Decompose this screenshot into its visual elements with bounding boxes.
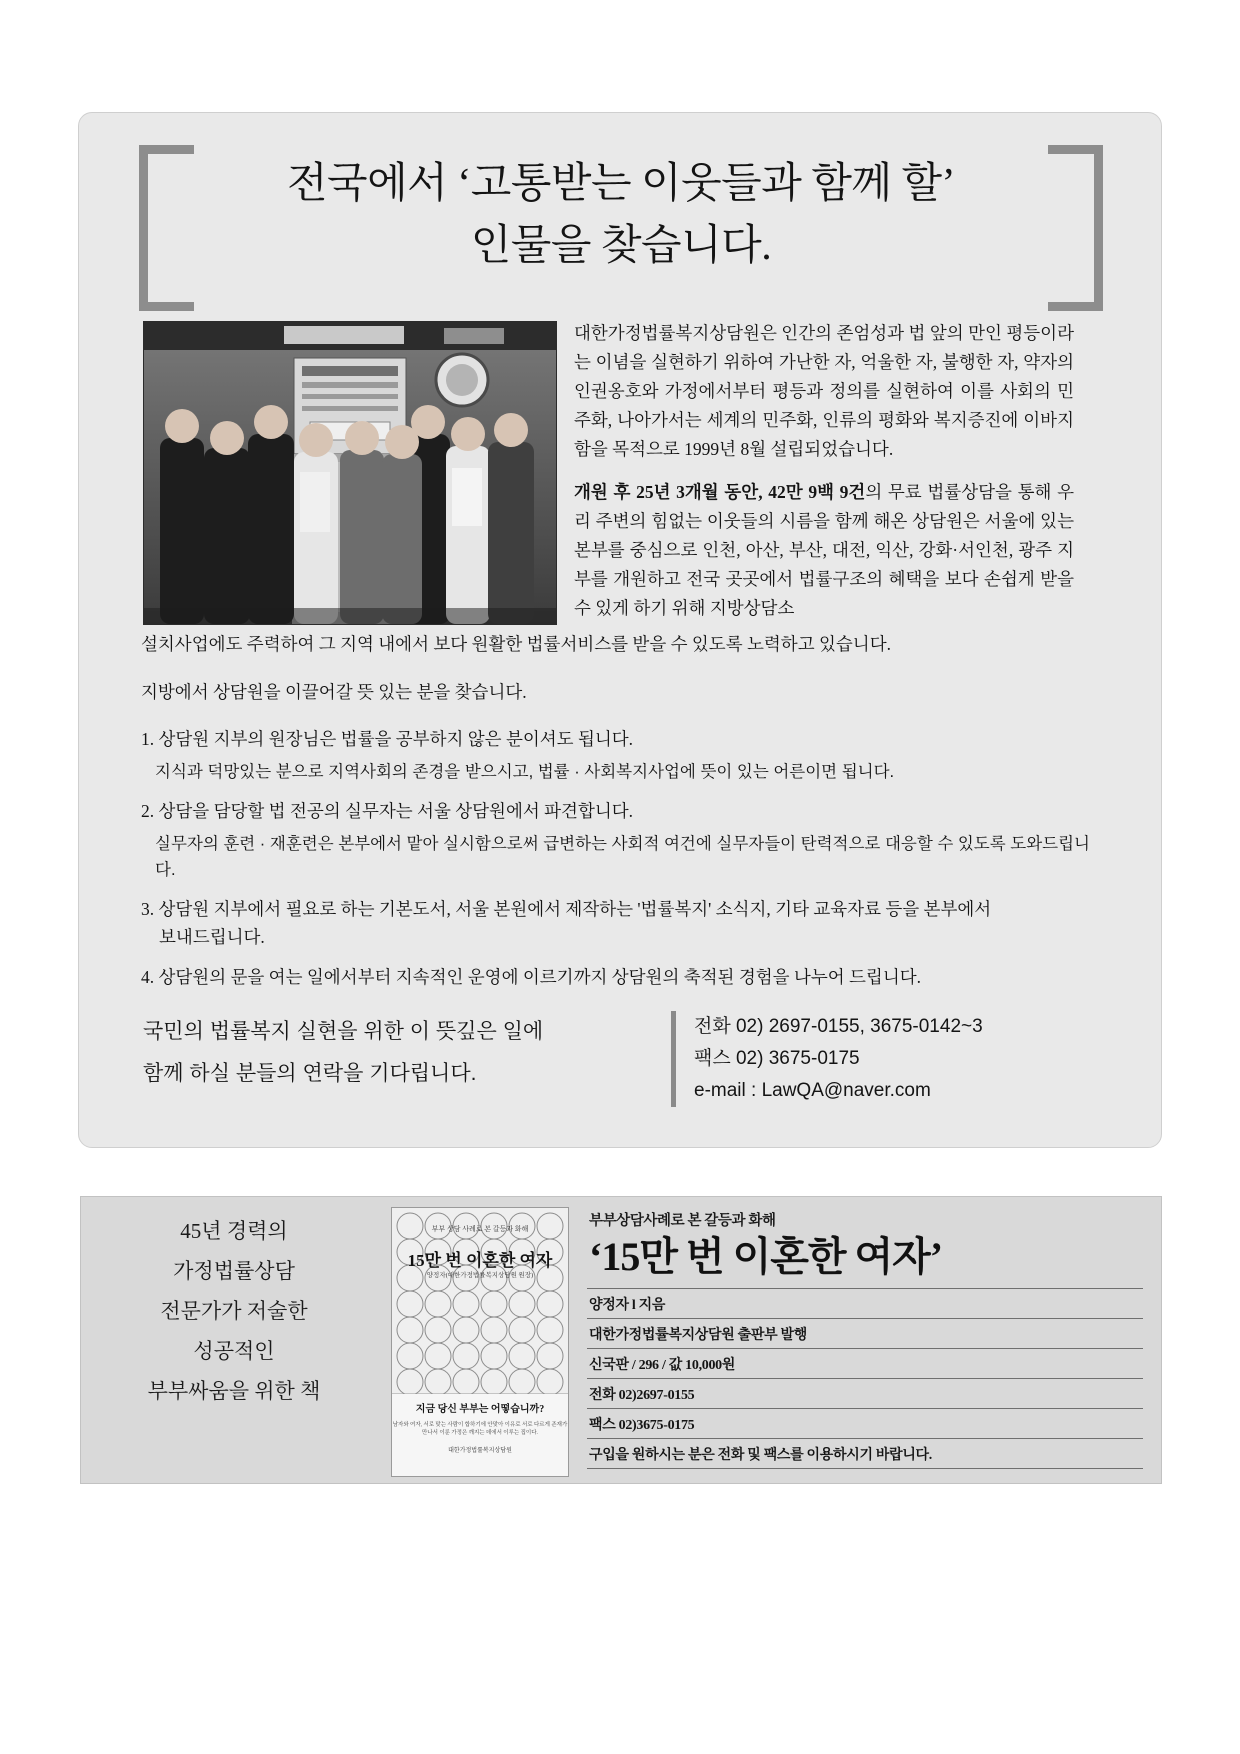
ad-info-row: 신국판 / 296 / 값 10,000원 — [587, 1349, 1143, 1379]
ad-details — [587, 1207, 1143, 1475]
ad-info-table — [587, 1288, 1143, 1469]
book-cover-footer — [392, 1394, 568, 1476]
group-photo — [143, 321, 557, 625]
group-photo-image — [144, 322, 556, 624]
ad-kicker: 부부상담사례로 본 갈등과 화해 — [589, 1213, 776, 1229]
list-item-sub: 실무자의 훈련 · 재훈련은 본부에서 맡아 실시함으로써 급변하는 사회적 여건에 실무자들이 탄력적으로 대응할 수 있도록 도와드립니다. — [155, 835, 1090, 879]
intro-paragraph-2 — [574, 478, 1074, 623]
ad-tagline-line-4: 성공적인 — [193, 1339, 275, 1363]
intro-paragraph-2-tail: 설치사업에도 주력하여 그 지역 내에서 보다 원활한 법률서비스를 받을 수 있도록 노력하고 있습니다. — [141, 634, 891, 654]
book-cover-publisher: 대한가정법률복지상담원 — [448, 1448, 512, 1454]
page-title — [195, 153, 1047, 277]
bracket-right-icon — [1048, 145, 1103, 311]
cta-line-2: 함께 하실 분들의 연락을 기다립니다. — [143, 1062, 477, 1085]
bracket-left-icon — [139, 145, 194, 311]
contact-fax: 팩스 02) 3675-0175 — [694, 1048, 860, 1069]
book-cover-subtitle: 양정자(대한가정법률복지상담원 원장) — [426, 1272, 534, 1279]
list-item — [141, 895, 1091, 951]
intro-paragraph-1: 대한가정법률복지상담원은 인간의 존엄성과 법 앞의 만인 평등이라는 이념을 실현하기 위하여 가난한 자, 억울한 자, 불행한 자, 약자의 인권옹호와 가정에서부터 평등과 정의를 실현하여 이를 사회의 민주화, 나아가서는 세계의 민주화, 인류의 평화와 복지증진에 이바지함을 목적으로 1999년 8월 설립되었습니다. — [574, 323, 1074, 459]
ad-book-title: ‘15만 번 이혼한 여자’ — [589, 1234, 943, 1279]
headline-line-1: 전국에서 ‘고통받는 이웃들과 함께 할’ — [286, 161, 956, 207]
contact-phone: 전화 02) 2697-0155, 3675-0142~3 — [694, 1016, 983, 1037]
ad-tagline-line-2: 가정법률상담 — [173, 1259, 295, 1283]
ad-info-row: 대한가정법률복지상담원 출판부 발행 — [587, 1319, 1143, 1349]
ad-info-row: 양정자 l 지음 — [587, 1288, 1143, 1319]
intro-paragraph-2-rest: 의 무료 법률상담을 통해 우리 주변의 힘없는 이웃들의 시름을 함께 해온 상담원은 서울에 있는 본부를 중심으로 인천, 아산, 부산, 대전, 익산, 강화·서인천, 광주 지부를 개원하고 전국 곳곳에서 법률구조의 혜택을 보다 손쉽게 받을 수 있게 하기 위해 지방상담소 — [574, 482, 1074, 618]
list-item-main: 4. 상담원의 문을 여는 일에서부터 지속적인 운영에 이르기까지 상담원의 축적된 경험을 나누어 드립니다. — [141, 967, 922, 987]
book-cover-title: 15만 번 이혼한 여자 — [407, 1251, 553, 1270]
headline-line-2: 인물을 찾습니다. — [470, 223, 772, 269]
contact-email[interactable]: e-mail : LawQA@naver.com — [694, 1080, 931, 1101]
intro-text — [574, 319, 1074, 637]
book-cover-question: 지금 당신 부부는 어떻습니까? — [415, 1404, 545, 1415]
list-item — [141, 725, 1091, 785]
list-item-main: 3. 상담원 지부에서 필요로 하는 기본도서, 서울 본원에서 제작하는 '법률복지' 소식지, 기타 교육자료 등을 본부에서 — [141, 899, 992, 919]
book-cover-header: 부부 상담 사례로 본 갈등과 화해 — [431, 1225, 529, 1233]
intro-continuation — [141, 629, 1075, 725]
ad-tagline-line-1: 45년 경력의 — [180, 1219, 288, 1243]
ad-tagline-line-3: 전문가가 저술한 — [160, 1299, 308, 1323]
book-advertisement — [80, 1196, 1162, 1484]
list-item — [141, 963, 1091, 991]
benefits-list — [141, 725, 1091, 1003]
list-item — [141, 797, 1091, 883]
intro-highlight: 개원 후 25년 3개월 동안, 42만 9백 9건 — [574, 482, 866, 502]
ad-info-row: 구입을 원하시는 분은 전화 및 팩스를 이용하시기 바랍니다. — [587, 1439, 1143, 1469]
list-item-continuation: 보내드립니다. — [159, 927, 265, 947]
call-to-action — [143, 1011, 613, 1095]
ad-tagline — [89, 1211, 379, 1411]
list-item-main: 2. 상담을 담당할 법 전공의 실무자는 서울 상담원에서 파견합니다. — [141, 801, 634, 821]
list-item-sub: 지식과 덕망있는 분으로 지역사회의 존경을 받으시고, 법률 · 사회복지사업에 뜻이 있는 어른이면 됩니다. — [155, 763, 895, 781]
intro-paragraph-3: 지방에서 상담원을 이끌어갈 뜻 있는 분을 찾습니다. — [141, 682, 527, 702]
book-cover-blurb: 남자와 여자, 서로 맞는 사람이 합하기에 안맞아 이유로 서로 다르게 존재가 만나서 이룬 가정은 깨지는 데에서 이루는 집이다. — [392, 1422, 568, 1436]
ad-info-row: 전화 02)2697-0155 — [587, 1379, 1143, 1409]
headline-block — [139, 145, 1103, 305]
list-item-main: 1. 상담원 지부의 원장님은 법률을 공부하지 않은 분이셔도 됩니다. — [141, 729, 634, 749]
announcement-panel — [78, 112, 1162, 1148]
cta-line-1: 국민의 법률복지 실현을 위한 이 뜻깊은 일에 — [143, 1020, 544, 1043]
book-cover-image — [391, 1207, 569, 1477]
contact-block — [671, 1011, 1114, 1107]
ad-tagline-line-5: 부부싸움을 위한 책 — [147, 1379, 321, 1403]
ad-info-row: 팩스 02)3675-0175 — [587, 1409, 1143, 1439]
